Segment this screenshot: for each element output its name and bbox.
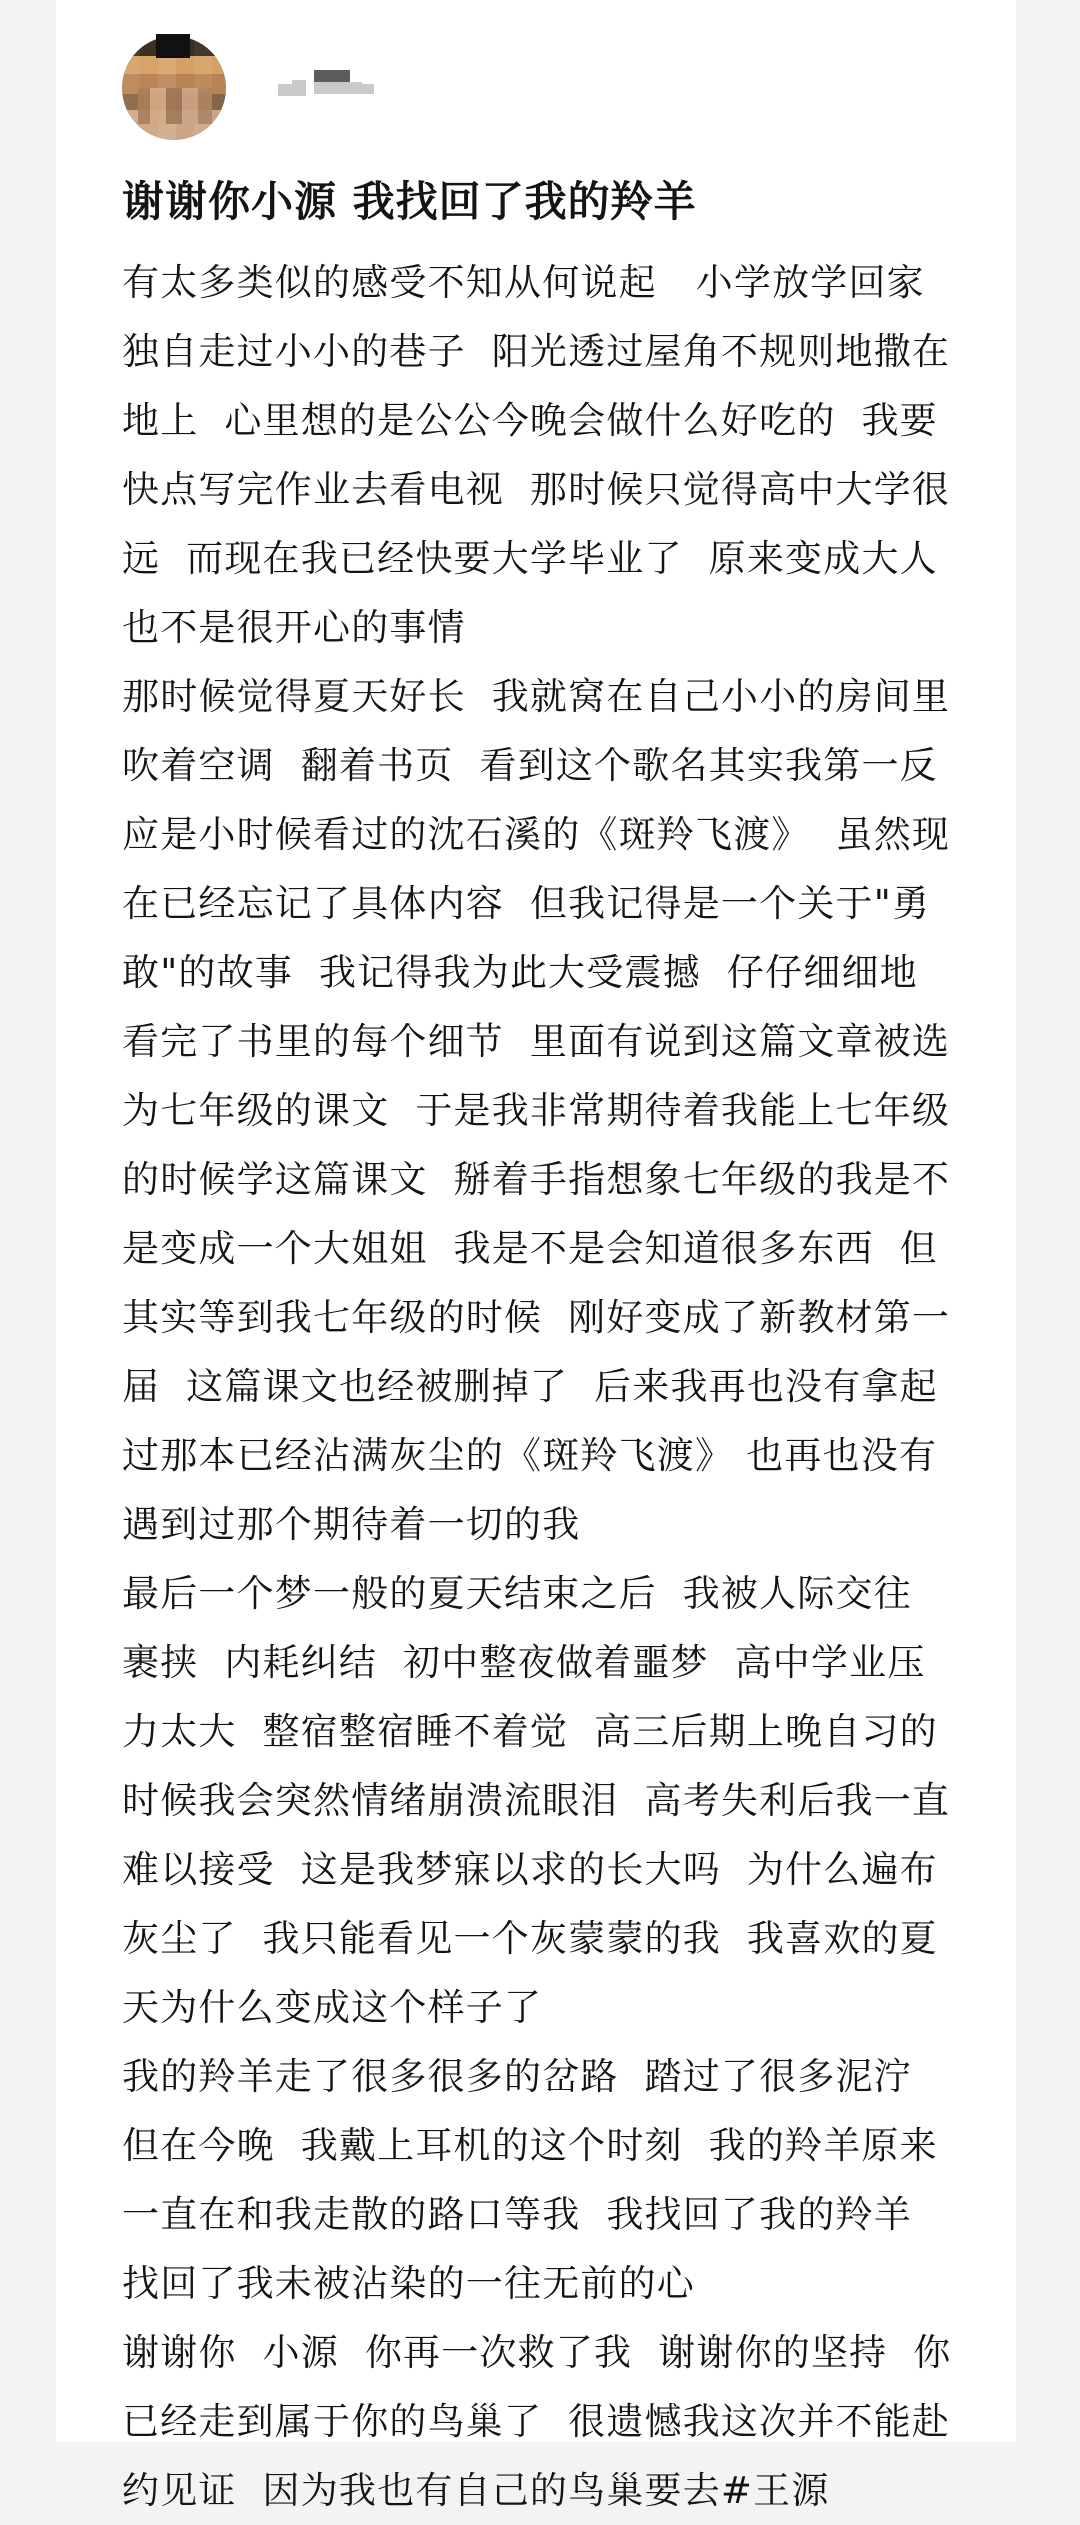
blur-pixel [292,80,306,96]
text-line: 那时候觉得夏天好长 我就窝在自己小小的房间里 [122,675,951,718]
text-line: 已经走到属于你的鸟巢了 很遗憾我这次并不能赴 [122,2400,951,2443]
paragraph-2 [122,662,1022,1559]
text-line: 是变成一个大姐姐 我是不是会知道很多东西 但 [122,1227,938,1270]
text-line: 灰尘了 我只能看见一个灰蒙蒙的我 我喜欢的夏 [122,1917,938,1960]
blur-pixel [362,84,374,94]
text-line: 时候我会突然情绪崩溃流眼泪 高考失利后我一直 [122,1779,951,1822]
text-line: 的时候学这篇课文 掰着手指想象七年级的我是不 [122,1158,951,1201]
blurred-username [278,70,398,98]
text-line: 一直在和我走散的路口等我 我找回了我的羚羊 [122,2193,912,2236]
avatar[interactable] [122,36,226,140]
post-card [56,0,1016,2512]
text-line: 约见证 因为我也有自己的鸟巢要去#王源 [122,2469,830,2512]
text-line: 敢"的故事 我记得我为此大受震撼 仔仔细细地 [122,951,918,994]
text-line: 独自走过小小的巷子 阳光透过屋角不规则地撒在 [122,330,951,373]
text-line: 为七年级的课文 于是我非常期待着我能上七年级 [122,1089,951,1132]
text-line: 地上 心里想的是公公今晚会做什么好吃的 我要 [122,399,938,442]
text-line: 吹着空调 翻着书页 看到这个歌名其实我第一反 [122,744,938,787]
text-line: 应是小时候看过的沈石溪的《斑羚飞渡》 虽然现 [122,813,951,856]
paragraph-3 [122,1559,1022,2042]
blur-pixel [314,82,362,94]
text-line: 力太大 整宿整宿睡不着觉 高三后期上晚自习的 [122,1710,938,1753]
text-line: 遇到过那个期待着一切的我 [122,1503,581,1546]
text-line: 我的羚羊走了很多很多的岔路 踏过了很多泥泞 [122,2055,912,2098]
text-line: 也不是很开心的事情 [122,606,466,649]
text-line: 快点写完作业去看电视 那时候只觉得高中大学很 [122,468,951,511]
text-line: 其实等到我七年级的时候 刚好变成了新教材第一 [122,1296,951,1339]
paragraph-4 [122,2042,1022,2318]
text-line: 在已经忘记了具体内容 但我记得是一个关于"勇 [122,882,931,925]
text-line: 但在今晚 我戴上耳机的这个时刻 我的羚羊原来 [122,2124,938,2167]
text-line: 天为什么变成这个样子了 [122,1986,543,2029]
text-line: 找回了我未被沾染的一往无前的心 [122,2262,695,2305]
post-body [122,248,1022,2525]
text-line: 过那本已经沾满灰尘的《斑羚飞渡》 也再也没有 [122,1434,938,1477]
text-line: 看完了书里的每个细节 里面有说到这篇文章被选 [122,1020,951,1063]
paragraph-1 [122,248,1022,662]
text-line: 谢谢你 小源 你再一次救了我 谢谢你的坚持 你 [122,2331,952,2374]
text-line: 最后一个梦一般的夏天结束之后 我被人际交往 [122,1572,912,1615]
paragraph-5 [122,2318,1022,2525]
blur-pixel [314,70,350,82]
text-line: 裹挟 内耗纠结 初中整夜做着噩梦 高中学业压 [122,1641,926,1684]
blur-pixel [278,84,292,96]
text-line: 有太多类似的感受不知从何说起 小学放学回家 [122,261,925,304]
text-line: 难以接受 这是我梦寐以求的长大吗 为什么遍布 [122,1848,938,1891]
text-line: 远 而现在我已经快要大学毕业了 原来变成大人 [122,537,938,580]
post-title: 谢谢你小源 我找回了我的羚羊 [122,177,697,226]
post-header [118,30,818,140]
text-line: 届 这篇课文也经被删掉了 后来我再也没有拿起 [122,1365,938,1408]
